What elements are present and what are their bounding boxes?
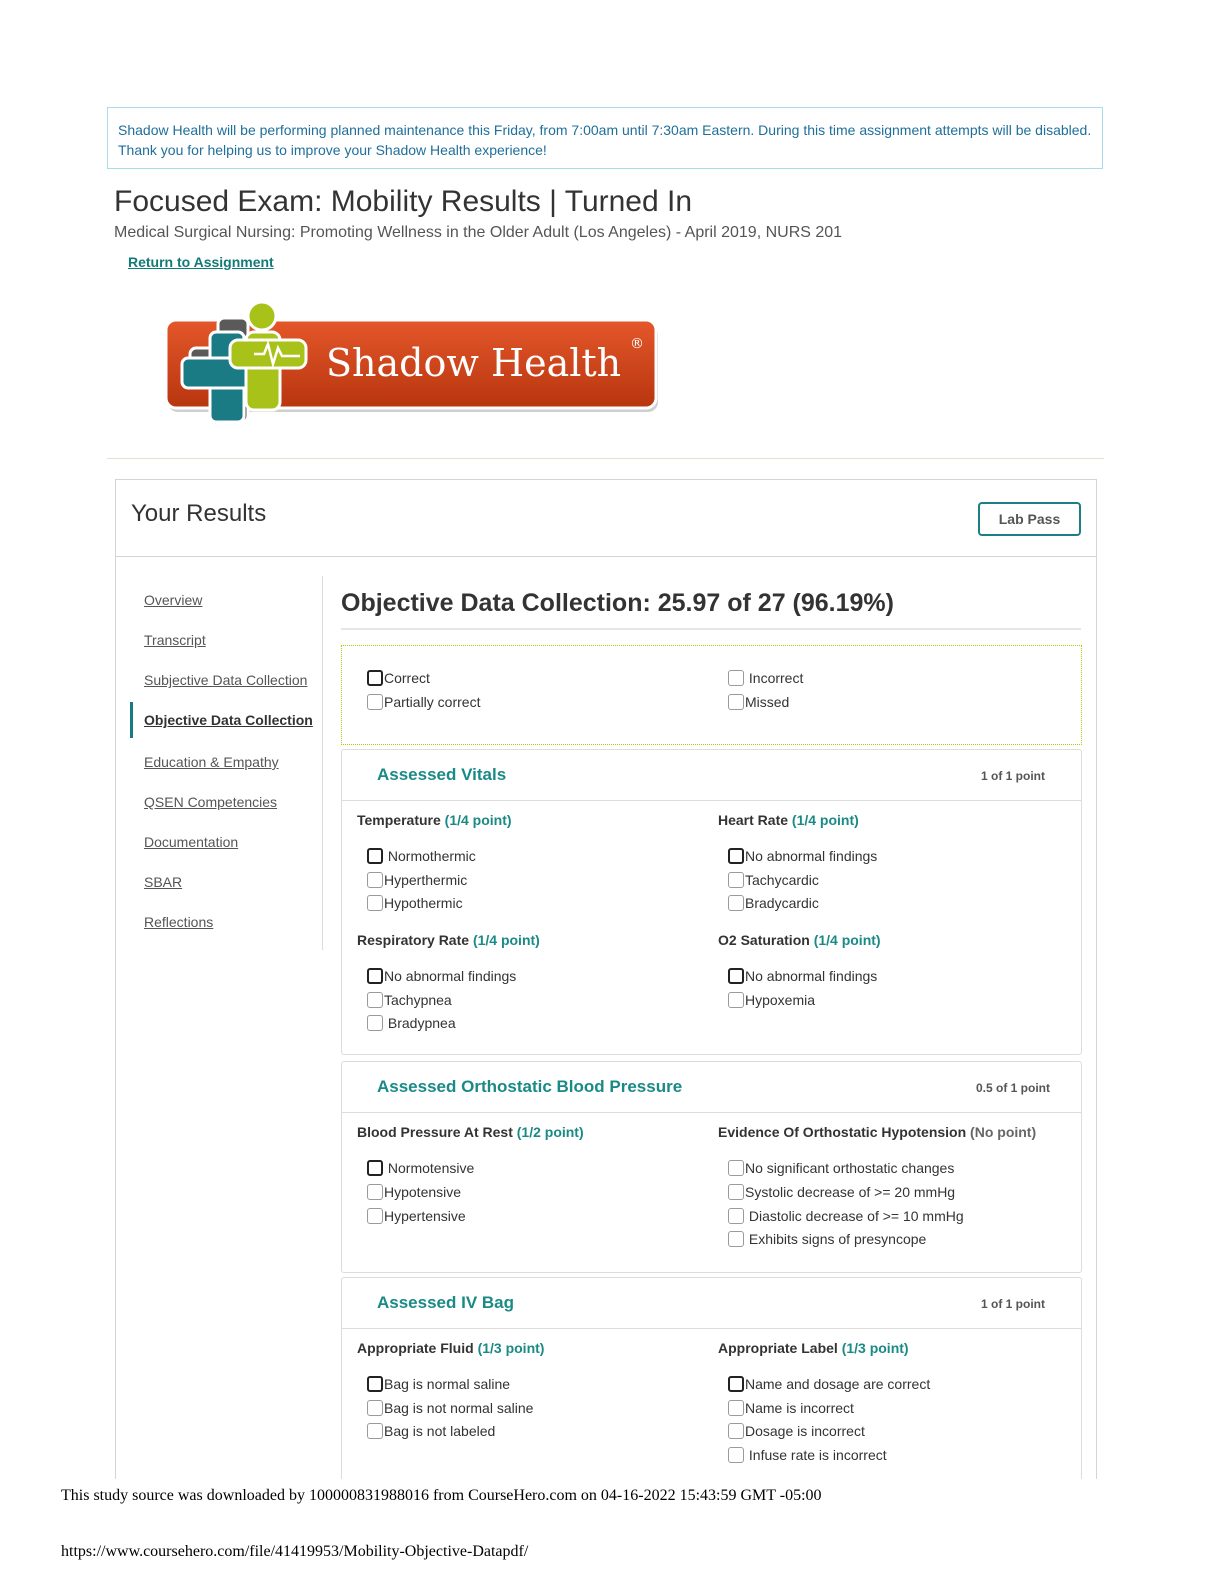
question-heart-rate: Heart Rate (1/4 point) [718,812,859,828]
nav-reflections[interactable]: Reflections [144,914,214,930]
option-item: Tachycardic [728,870,819,890]
nav-documentation[interactable]: Documentation [144,834,239,850]
option-item: Infuse rate is incorrect [728,1445,887,1465]
group-header [342,750,1081,801]
option-item: Normotensive [367,1158,474,1178]
checkbox-icon [728,694,744,710]
option-item: Bradycardic [728,893,819,913]
option-item: Bag is not normal saline [367,1398,533,1418]
result-legend [341,645,1082,745]
checkbox-icon [367,1184,383,1200]
group-assessed-orthostatic-bp [341,1061,1082,1273]
source-url: https://www.coursehero.com/file/41419953/Mobility-Objective-Datapdf/ [61,1543,529,1560]
results-card [115,479,1097,1479]
group-title: Assessed Orthostatic Blood Pressure [377,1077,683,1096]
nav-active-indicator [130,702,320,738]
nav-transcript[interactable]: Transcript [144,632,206,648]
option-item: Bag is normal saline [367,1374,510,1394]
results-side-nav [130,576,323,950]
option-item: Tachypnea [367,990,452,1010]
legend-correct: Correct [367,668,430,688]
checkbox-icon [367,895,383,911]
option-item: Name is incorrect [728,1398,854,1418]
group-assessed-iv-bag [341,1277,1082,1479]
lab-pass-button[interactable]: Lab Pass [978,502,1081,536]
question-appropriate-fluid: Appropriate Fluid (1/3 point) [357,1340,545,1356]
group-header [342,1062,1081,1113]
question-orthostatic-hypotension: Evidence Of Orthostatic Hypotension (No point) [718,1124,1037,1140]
question-temperature: Temperature (1/4 point) [357,812,512,828]
option-item: Hyperthermic [367,870,467,890]
checkbox-icon [728,1184,744,1200]
return-to-assignment-link[interactable]: Return to Assignment [128,254,274,270]
download-source-note: This study source was downloaded by 100000831988016 from CourseHero.com on 04-16-2022 15:43:59 GMT -05:00 [61,1487,822,1504]
results-header [116,480,1096,557]
group-title: Assessed Vitals [377,765,507,784]
checkbox-icon [728,992,744,1008]
nav-sbar[interactable]: SBAR [144,874,183,890]
checkbox-icon [367,1160,383,1176]
question-appropriate-label: Appropriate Label (1/3 point) [718,1340,909,1356]
option-item: No abnormal findings [728,966,877,986]
option-item: Systolic decrease of >= 20 mmHg [728,1182,955,1202]
option-item: Dosage is incorrect [728,1421,865,1441]
group-header [342,1278,1081,1329]
course-subtitle: Medical Surgical Nursing: Promoting Wellness in the Older Adult (Los Angeles) - April 2019, NURS 201 [114,224,843,241]
option-item: Bradypnea [367,1013,456,1033]
group-assessed-vitals [341,749,1082,1055]
nav-overview[interactable]: Overview [144,592,203,608]
option-item: Diastolic decrease of >= 10 mmHg [728,1206,964,1226]
option-item: Hypotensive [367,1182,461,1202]
checkbox-icon [367,872,383,888]
checkbox-icon [367,1423,383,1439]
question-respiratory-rate: Respiratory Rate (1/4 point) [357,932,540,948]
checkbox-icon [728,1208,744,1224]
checkbox-icon [728,1423,744,1439]
legend-missed: Missed [728,692,789,712]
checkbox-icon [728,968,744,984]
option-item: No abnormal findings [367,966,516,986]
checkbox-icon [728,1160,744,1176]
checkbox-icon [367,992,383,1008]
maintenance-banner: Shadow Health will be performing planned maintenance this Friday, from 7:00am until 7:30am Eastern. During this time assignment attempts will be disabled. Thank you for helping us to improve your Shadow Health experience! [107,107,1103,169]
checkbox-icon [728,1447,744,1463]
nav-subjective-data-collection[interactable]: Subjective Data Collection [144,672,308,688]
option-item: Hypothermic [367,893,463,913]
title-divider [341,628,1081,630]
checkbox-icon [728,670,744,686]
option-item: Exhibits signs of presyncope [728,1229,926,1249]
section-score-title: Objective Data Collection: 25.97 of 27 (96.19%) [341,589,894,617]
checkbox-icon [367,670,383,686]
option-item: Hypertensive [367,1206,466,1226]
checkbox-icon [728,1231,744,1247]
checkbox-icon [367,694,383,710]
checkbox-icon [728,1400,744,1416]
checkbox-icon [367,1376,383,1392]
checkbox-icon [367,1015,383,1031]
page-title: Focused Exam: Mobility Results | Turned In [114,185,693,218]
group-title: Assessed IV Bag [377,1293,515,1312]
option-item: No significant orthostatic changes [728,1158,954,1178]
checkbox-icon [367,968,383,984]
nav-qsen-competencies[interactable]: QSEN Competencies [144,794,278,810]
checkbox-icon [728,1376,744,1392]
checkbox-icon [367,1208,383,1224]
question-o2-saturation: O2 Saturation (1/4 point) [718,932,881,948]
checkbox-icon [367,1400,383,1416]
legend-incorrect: Incorrect [728,668,803,688]
results-title: Your Results [131,500,267,527]
option-item: Name and dosage are correct [728,1374,930,1394]
checkbox-icon [367,848,383,864]
checkbox-icon [728,848,744,864]
header-divider [107,458,1104,459]
group-points: 1 of 1 point [981,769,1045,783]
nav-education-empathy[interactable]: Education & Empathy [144,754,279,770]
question-bp-at-rest: Blood Pressure At Rest (1/2 point) [357,1124,584,1140]
nav-objective-data-collection[interactable]: Objective Data Collection [144,712,313,728]
checkbox-icon [728,872,744,888]
option-item: Normothermic [367,846,476,866]
group-points: 0.5 of 1 point [975,1081,1050,1095]
shadow-health-logo [160,298,660,428]
option-item: No abnormal findings [728,846,877,866]
group-points: 1 of 1 point [981,1297,1045,1311]
checkbox-icon [728,895,744,911]
logo-wordmark: Shadow Health [326,341,622,385]
registered-mark-icon: ® [630,336,644,352]
option-item: Bag is not labeled [367,1421,495,1441]
option-item: Hypoxemia [728,990,815,1010]
legend-partially-correct: Partially correct [367,692,480,712]
